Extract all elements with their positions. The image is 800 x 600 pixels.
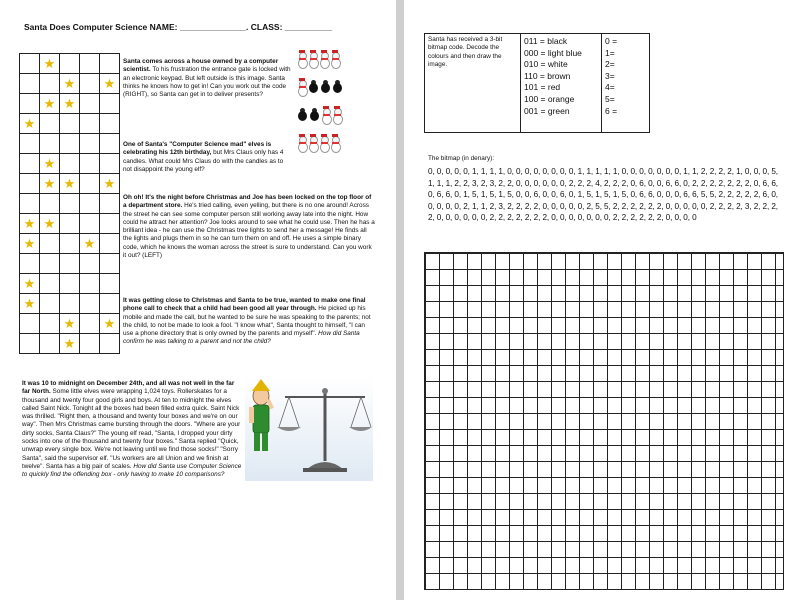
grid-cell <box>40 274 60 294</box>
colour-code-list <box>521 34 602 133</box>
grid-cell <box>40 254 60 274</box>
colour-code-item: 001 = green <box>524 105 570 116</box>
star-icon: ★ <box>20 294 40 314</box>
star-grid-row <box>20 134 120 154</box>
star-grid-row <box>20 214 120 234</box>
unlit-candle-icon <box>321 80 330 96</box>
grid-cell <box>80 274 100 294</box>
worksheet-page-2 <box>404 0 800 600</box>
star-grid-row <box>20 154 120 174</box>
socks-puzzle-question: How did Santa use Computer Science to quickly find the offending box - only having to make 10 comparisons? <box>22 462 242 479</box>
page-gutter <box>396 0 404 600</box>
grid-cell <box>100 54 120 74</box>
denary-answer-blank[interactable]: 3= <box>605 70 615 81</box>
grid-cell <box>60 194 80 214</box>
grid-cell <box>100 234 120 254</box>
snowman-icon <box>298 136 306 152</box>
star-icon: ★ <box>40 54 60 74</box>
grid-cell <box>60 214 80 234</box>
worksheet-page-1 <box>0 0 396 600</box>
grid-cell <box>80 94 100 114</box>
star-icon: ★ <box>100 314 120 334</box>
denary-answer-blank[interactable]: 1= <box>605 47 615 58</box>
phone-puzzle-question: How did Santa confirm he was talking to a parent and not the child? <box>123 330 360 346</box>
candle-puzzle-text: but Mrs Claus only has 4 candles. What could Mrs Claus do with the candles as to not disappoint the young elf? <box>123 149 284 173</box>
grid-cell <box>60 54 80 74</box>
grid-cell <box>80 214 100 234</box>
phone-puzzle-text: He picked up his mobile and made the call, but he wanted to be sure he was speaking to the parents; not the child, to not be made to look a fool. "I know what", Santa thought to himself, "I can use a phone directory that is only owned by the parents and myself". <box>123 305 371 338</box>
candle-puzzle <box>123 141 291 174</box>
snowman-icon <box>298 80 306 96</box>
unlit-candle-icon <box>333 80 342 96</box>
grid-cell <box>20 134 40 154</box>
star-icon: ★ <box>20 274 40 294</box>
snowman-icon <box>298 52 306 68</box>
grid-cell <box>60 254 80 274</box>
grid-cell <box>20 314 40 334</box>
grid-cell <box>100 214 120 234</box>
star-grid-row <box>20 114 120 134</box>
star-grid-row <box>20 174 120 194</box>
grid-cell <box>100 194 120 214</box>
drawing-grid <box>424 252 784 590</box>
grid-cell <box>20 154 40 174</box>
denary-answer-blank[interactable]: 5= <box>605 93 615 104</box>
grid-cell <box>80 54 100 74</box>
denary-answer-list <box>602 34 650 133</box>
star-grid-row <box>20 94 120 114</box>
worksheet-title: Santa Does Computer Science NAME: ______________. CLASS: __________ <box>24 22 333 32</box>
grid-cell <box>80 314 100 334</box>
grid-cell <box>100 254 120 274</box>
star-icon: ★ <box>40 214 60 234</box>
colour-code-item: 101 = red <box>524 82 561 93</box>
star-grid-row <box>20 254 120 274</box>
grid-cell <box>100 94 120 114</box>
grid-cell <box>100 134 120 154</box>
star-icon: ★ <box>40 94 60 114</box>
star-icon: ★ <box>100 174 120 194</box>
grid-cell <box>80 254 100 274</box>
grid-cell <box>60 134 80 154</box>
unlit-candle-icon <box>298 108 307 124</box>
grid-cell <box>80 334 100 354</box>
grid-cell <box>60 294 80 314</box>
grid-cell <box>40 294 60 314</box>
phone-puzzle <box>123 297 375 347</box>
unlit-candle-icon <box>309 80 318 96</box>
grid-cell <box>40 74 60 94</box>
star-grid <box>19 53 120 354</box>
grid-cell <box>100 114 120 134</box>
star-grid-row <box>20 334 120 354</box>
grid-cell <box>60 274 80 294</box>
grid-cell <box>20 54 40 74</box>
grid-cell <box>40 234 60 254</box>
bitmap-instructions: Santa has received a 3-bit bitmap code. Decode the colours and then draw the image. <box>425 34 521 133</box>
denary-answer-blank[interactable]: 0 = <box>605 36 618 46</box>
grid-cell <box>20 174 40 194</box>
phone-puzzle-heading: It was getting close to Christmas and Santa to be true, wanted to make one final phone call to check that a child had been good all year through. <box>123 297 366 313</box>
elf-with-scales-picture <box>245 377 373 481</box>
grid-cell <box>100 294 120 314</box>
star-grid-row <box>20 194 120 214</box>
star-grid-row <box>20 234 120 254</box>
snowman-icon <box>309 136 317 152</box>
star-grid-row <box>20 314 120 334</box>
star-icon: ★ <box>60 74 80 94</box>
keypad-puzzle-text: To his frustration the entrance gate is locked with an electronic keypad. But left outside is this image. Santa thinks he knows how to get in! Can you work out the code (RIGHT), so Santa can get in to deliver presents? <box>123 66 291 99</box>
grid-cell <box>80 294 100 314</box>
star-icon: ★ <box>60 94 80 114</box>
candle-pictures <box>298 52 342 164</box>
snowman-icon <box>322 108 330 124</box>
lights-puzzle <box>123 194 375 260</box>
keypad-puzzle-heading: Santa comes across a house owned by a computer scientist. <box>123 58 279 74</box>
denary-answer-blank[interactable]: 2= <box>605 59 615 70</box>
grid-cell <box>40 314 60 334</box>
star-grid-row <box>20 274 120 294</box>
star-icon: ★ <box>60 334 80 354</box>
star-icon: ★ <box>100 74 120 94</box>
grid-cell <box>80 134 100 154</box>
snowman-icon <box>320 52 328 68</box>
grid-cell <box>80 194 100 214</box>
colour-code-item: 100 = orange <box>524 93 575 104</box>
grid-cell <box>60 154 80 174</box>
grid-cell <box>60 234 80 254</box>
grid-cell <box>80 74 100 94</box>
grid-cell <box>20 94 40 114</box>
snowman-icon <box>331 52 339 68</box>
denary-answer-blank[interactable]: 4= <box>605 82 615 93</box>
socks-puzzle-text: Some little elves were wrapping 1,024 toys. Rollerskates for a thousand and twenty four good girls and boys. At ten to midnight the elves called Saint Nick. Tonight all the boxes had been filled extra quick. Saint Nick was thrilled. "Right then, a thousand and twenty four boxes and we're on our way". Then Mrs Christmas came bursting through the doors. "Where are your dirty socks, Santa Claus?" The young elf read, "Santa, I dropped your dirty socks into one of the thousand and twenty four boxes." Santa replied "Quick, unwrap every single box. We're not leaving until we find those socks!" "Sorry Santa", said the supervisor elf. "Us workers are all Union and we finish at twelve". Santa has a big pair of scales. <box>22 388 241 470</box>
star-grid-row <box>20 294 120 314</box>
star-icon: ★ <box>40 154 60 174</box>
star-icon: ★ <box>20 234 40 254</box>
colour-code-item: 110 = brown <box>524 70 571 81</box>
grid-cell <box>60 114 80 134</box>
snowman-icon <box>320 136 328 152</box>
grid-cell <box>100 274 120 294</box>
star-icon: ★ <box>20 114 40 134</box>
grid-cell <box>80 154 100 174</box>
colour-code-item: 000 = light blue <box>524 47 582 58</box>
grid-cell <box>80 174 100 194</box>
grid-cell <box>40 114 60 134</box>
colour-code-item: 010 = white <box>524 59 568 70</box>
keypad-puzzle <box>123 58 293 99</box>
socks-puzzle-heading: It was 10 to midnight on December 24th, and all was not well in the far far North. <box>22 380 235 396</box>
grid-cell <box>100 334 120 354</box>
unlit-candle-icon <box>310 108 319 124</box>
candle-puzzle-heading: One of Santa's "Computer Science mad" elves is celebrating his 12th birthday, <box>123 141 272 157</box>
snowman-icon <box>309 52 317 68</box>
grid-cell <box>20 334 40 354</box>
grid-cell <box>80 114 100 134</box>
star-icon: ★ <box>40 174 60 194</box>
bitmap-values: 0, 0, 0, 0, 0, 1, 1, 1, 1, 0, 0, 0, 0, 0, 0, 0, 0, 1, 1, 1, 1, 1, 0, 0, 0, 0, 0, 0, 0, 1, 1, 2, 2, 2, 2, 1, 0, 0, 0, 5, 1, 1, 1, 2, 2, 3, 2, 3, 2, 2, 0, 0, 0, 0, 0, 0, 2, 2, 2, 4, 2, 2, 2, 0, 6, 0, 0, 6, 6, 0, 2, 2, 2, 2, 2, 2, 2, 0, 6, 6, 0, 6, 6, 0, 1, 5, 1, 5, 1, 5, 0, 0, 6, 0, 0, 6, 0, 1, 5, 1, 5, 1, 5, 0, 6, 6, 0, 0, 0, 6, 6, 5, 5, 2, 2, 2, 2, 2, 6, 0, 0, 0, 0, 0, 2, 1, 1, 2, 3, 2, 2, 2, 2, 0, 0, 0, 0, 0, 2, 5, 5, 2, 2, 2, 2, 2, 2, 0, 0, 0, 0, 0, 2, 2, 2, 2, 3, 2, 2, 2, 2, 0, 0, 0, 0, 0, 0, 2, 2, 2, 2, 2, 2, 2, 0, 0, 0, 0, 0, 0, 0, 2, 2, 2, 2, 2, 2, 0, 0, 0, 0 <box>428 167 778 223</box>
grid-cell <box>40 194 60 214</box>
grid-cell <box>20 194 40 214</box>
denary-answer-blank[interactable]: 6 = <box>605 105 618 116</box>
bitmap-label: The bitmap (in denary): <box>428 155 495 162</box>
star-icon: ★ <box>60 174 80 194</box>
snowman-icon <box>333 108 341 124</box>
grid-cell <box>40 334 60 354</box>
star-grid-row <box>20 74 120 94</box>
lights-puzzle-text: He's tried calling, even yelling, but there is no one around! Across the street he can see some computer person still working away late into the night. How could he attract her attention? Joe looks around to see what he could use. Then he has a brilliant idea - he can use the Christmas tree lights to send her a message! He finds all the lights and plugs them in so he can turn them on and off. He uses a simple binary code, which he knows the woman across the street is sure to understand. Can you work it out? (LEFT) <box>123 202 375 260</box>
grid-cell <box>40 134 60 154</box>
grid-cell <box>100 154 120 174</box>
star-icon: ★ <box>60 314 80 334</box>
colour-code-table <box>424 33 650 133</box>
lights-puzzle-heading: Oh oh! It's the night before Christmas and Joe has been locked on the top floor of a department store. <box>123 194 372 210</box>
star-icon: ★ <box>20 214 40 234</box>
star-icon: ★ <box>80 234 100 254</box>
star-grid-row <box>20 54 120 74</box>
grid-cell <box>20 254 40 274</box>
grid-cell <box>20 74 40 94</box>
snowman-icon <box>331 136 339 152</box>
colour-code-item: 011 = black <box>524 36 568 46</box>
